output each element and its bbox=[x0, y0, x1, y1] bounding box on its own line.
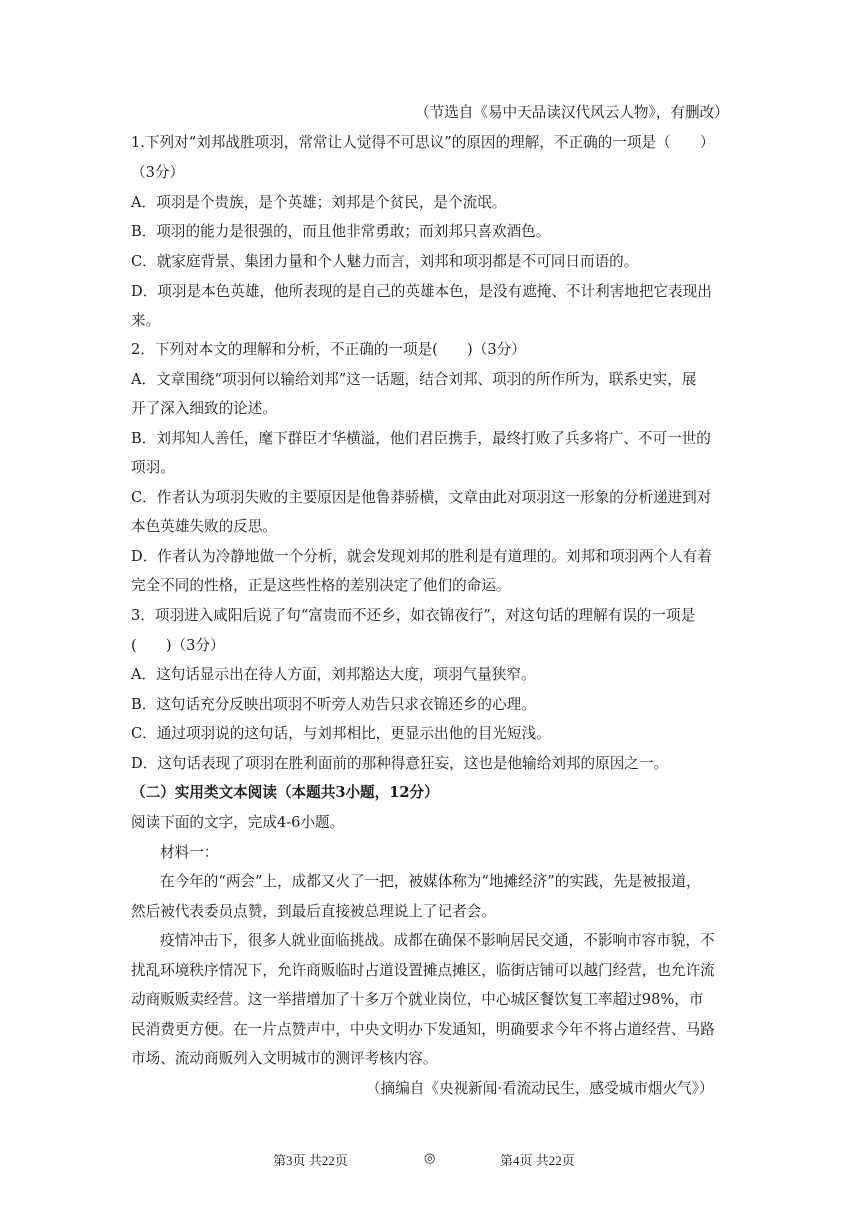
q3-stem: 3．项羽进入咸阳后说了句“富贵而不还乡，如衣锦夜行”，对这句话的理解有误的一项是 bbox=[131, 607, 696, 624]
material-paragraph-1-cont: 然后被代表委员点赞，到最后直接被总理说上了记者会。 bbox=[131, 903, 496, 920]
q3-option-a: A．这句话显示出在待人方面，刘邦豁达大度，项羽气量狭窄。 bbox=[131, 666, 536, 683]
q1-option-d: D．项羽是本色英雄，他所表现的是自己的英雄本色，是没有遮掩、不计利害地把它表现出 bbox=[131, 283, 712, 300]
q3-score: ( )（3分） bbox=[131, 637, 225, 654]
q1-option-a: A．项羽是个贵族，是个英雄；刘邦是个贫民，是个流氓。 bbox=[131, 194, 507, 211]
footer-center-mark: ◎ bbox=[424, 1150, 436, 1165]
q1-option-b: B．项羽的能力是很强的，而且他非常勇敢；而刘邦只喜欢酒色。 bbox=[131, 223, 551, 240]
q1-score: （3分） bbox=[131, 164, 185, 181]
source-citation-bottom: （摘编自《央视新闻·看流动民生，感受城市烟火气》） bbox=[366, 1080, 714, 1097]
material-paragraph-1: 在今年的“两会”上，成都又火了一把，被媒体称为“地摊经济”的实践，先是被报道， bbox=[160, 873, 701, 890]
material-paragraph-2: 疫情冲击下，很多人就业面临挑战。成都在确保不影响居民交通，不影响市容市貌，不 bbox=[160, 932, 715, 949]
material-label: 材料一： bbox=[160, 844, 219, 861]
q3-option-d: D．这句话表现了项羽在胜利面前的那种得意狂妄，这也是他输给刘邦的原因之一。 bbox=[131, 755, 669, 772]
q2-option-a: A．文章围绕“项羽何以输给刘邦”这一话题，结合刘邦、项羽的所作所为，联系史实，展 bbox=[131, 371, 697, 388]
material-paragraph-2-line3: 动商贩贩卖经营。这一举措增加了十多万个就业岗位，中心城区餐饮复工率超过98%，市 bbox=[131, 991, 704, 1008]
q2-option-c-cont: 本色英雄失败的反思。 bbox=[131, 518, 277, 535]
material-paragraph-2-line5: 市场、流动商贩列入文明城市的测评考核内容。 bbox=[131, 1050, 438, 1067]
source-citation-top: （节选自《易中天品读汉代风云人物》，有删改） bbox=[415, 104, 729, 121]
material-paragraph-2-line2: 扰乱环境秩序情况下，允许商贩临时占道设置摊点摊区，临街店铺可以越门经营，也允许流 bbox=[131, 962, 715, 979]
q3-option-b: B．这句话充分反映出项羽不听旁人劝告只求衣锦还乡的心理。 bbox=[131, 696, 536, 713]
q1-option-c: C．就家庭背景、集团力量和个人魅力而言，刘邦和项羽都是不可同日而语的。 bbox=[131, 253, 639, 270]
q2-option-c: C．作者认为项羽失败的主要原因是他鲁莽骄横，文章由此对项羽这一形象的分析递进到对 bbox=[131, 489, 712, 506]
section-heading: （二）实用类文本阅读（本题共3小题，12分） bbox=[131, 784, 439, 801]
material-paragraph-2-line4: 民消费更方便。在一片点赞声中，中央文明办下发通知，明确要求今年不将占道经营、马路 bbox=[131, 1021, 715, 1038]
q2-option-d: D．作者认为冷静地做一个分析，就会发现刘邦的胜利是有道理的。刘邦和项羽两个人有着 bbox=[131, 548, 712, 565]
q2-stem: 2．下列对本文的理解和分析，不正确的一项是( )（3分） bbox=[131, 341, 526, 358]
q2-option-b: B．刘邦知人善任，麾下群臣才华横溢，他们君臣携手，最终打败了兵多将广、不可一世的 bbox=[131, 430, 711, 447]
footer-page-right: 第4页 共22页 bbox=[500, 1153, 575, 1168]
q1-stem: 1.下列对“刘邦战胜项羽，常常让人觉得不可思议”的原因的理解，不正确的一项是（ ） bbox=[131, 134, 715, 151]
q3-option-c: C．通过项羽说的这句话，与刘邦相比，更显示出他的目光短浅。 bbox=[131, 725, 551, 742]
q1-option-d-cont: 来。 bbox=[131, 312, 161, 329]
section-instruction: 阅读下面的文字，完成4-6小题。 bbox=[131, 814, 345, 831]
q2-option-a-cont: 开了深入细致的论述。 bbox=[131, 400, 277, 417]
q2-option-b-cont: 项羽。 bbox=[131, 459, 175, 476]
footer-page-left: 第3页 共22页 bbox=[273, 1153, 348, 1168]
q2-option-d-cont: 完全不同的性格，正是这些性格的差别决定了他们的命运。 bbox=[131, 577, 511, 594]
